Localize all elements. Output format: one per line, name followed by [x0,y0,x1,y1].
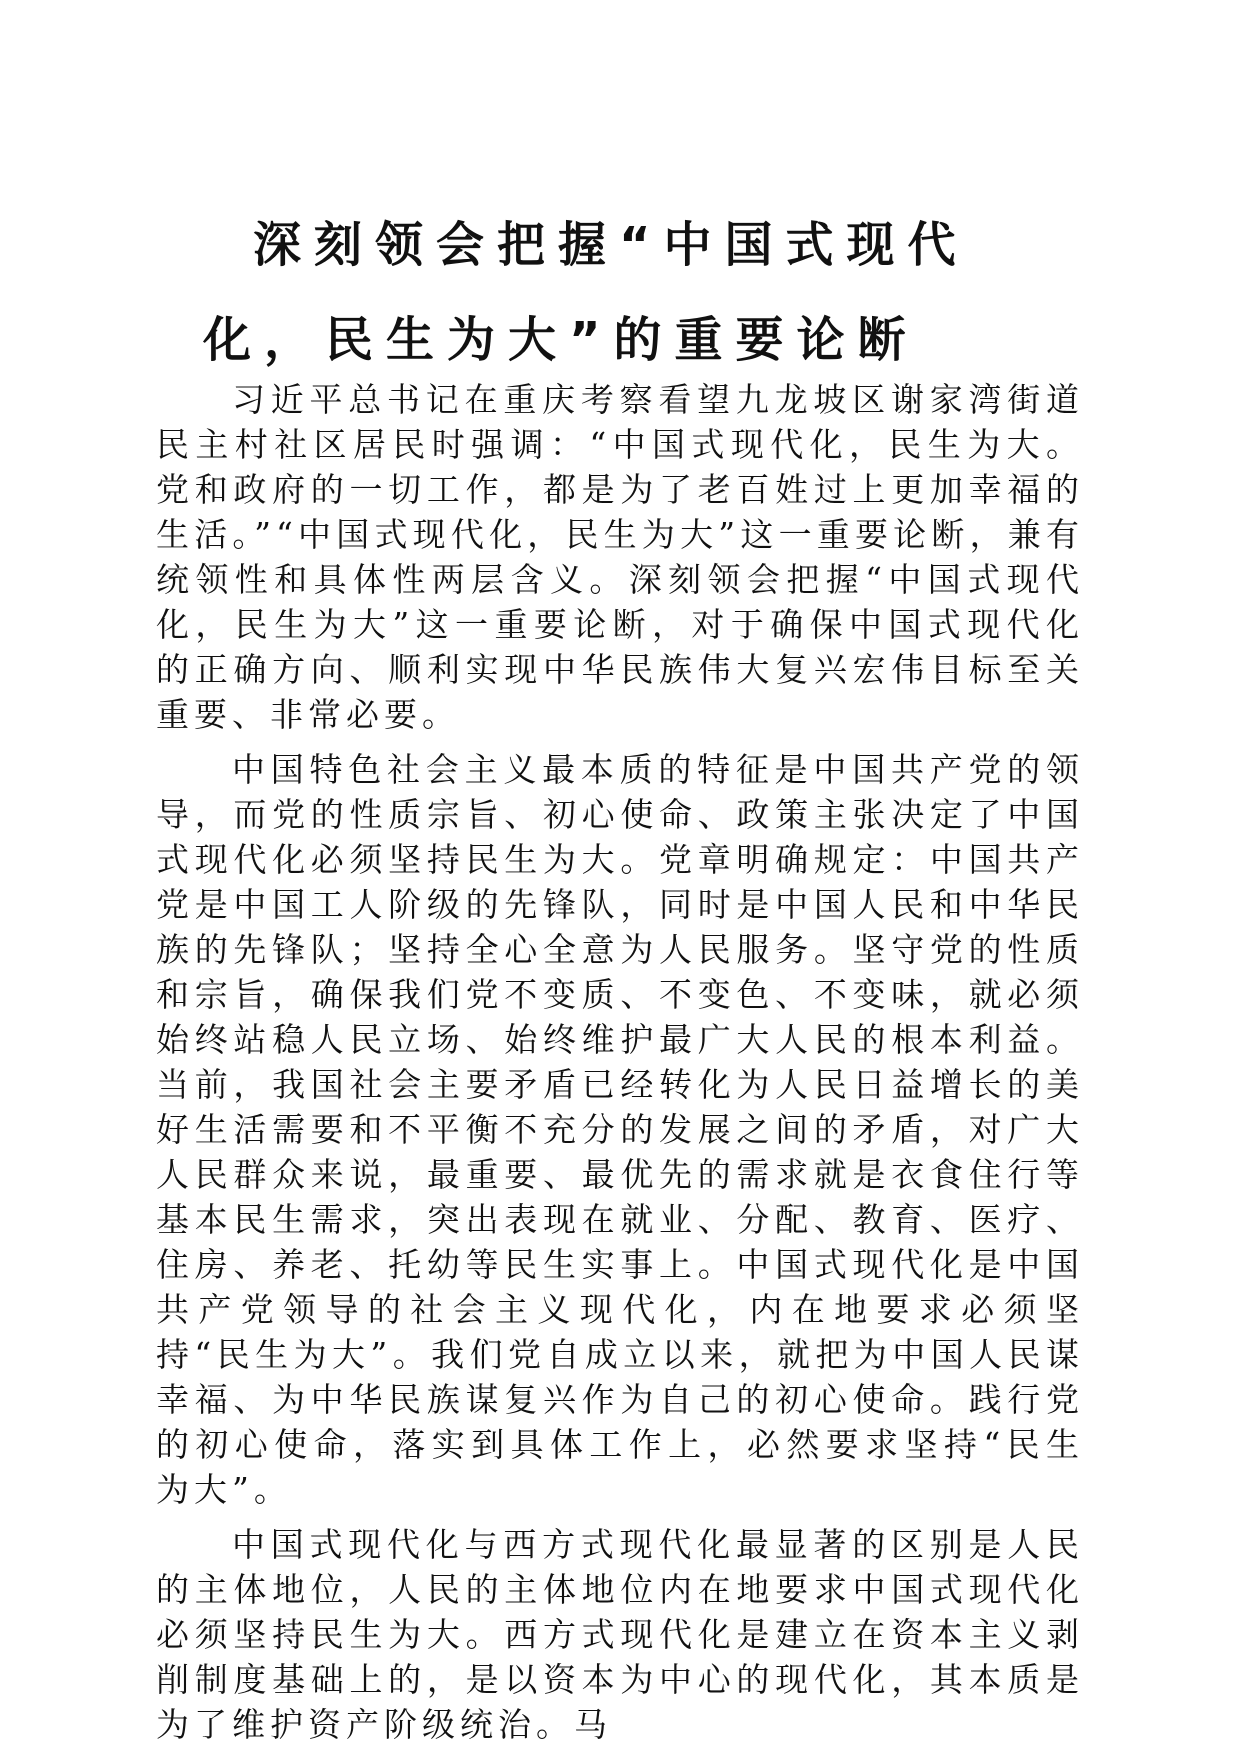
document-body [156,377,1084,1757]
paragraph: 中国式现代化与西方式现代化最显著的区别是人民的主体地位，人民的主体地位内在地要求中国式现代化必须坚持民生为大。西方式现代化是建立在资本主义剥削制度基础上的，是以资本为中心的现代化，其本质是为了维护资产阶级统治。马 [156,1525,1084,1744]
document-title [150,198,1080,388]
paragraph: 中国特色社会主义最本质的特征是中国共产党的领导，而党的性质宗旨、初心使命、政策主张决定了中国式现代化必须坚持民生为大。党章明确规定：中国共产党是中国工人阶级的先锋队，同时是中国人民和中华民族的先锋队；坚持全心全意为人民服务。坚守党的性质和宗旨，确保我们党不变质、不变色、不变味，就必须始终站稳人民立场、始终维护最广大人民的根本利益。当前，我国社会主要矛盾已经转化为人民日益增长的美好生活需要和不平衡不充分的发展之间的矛盾，对广大人民群众来说，最重要、最优先的需求就是衣食住行等基本民生需求，突出表现在就业、分配、教育、医疗、住房、养老、托幼等民生实事上。中国式现代化是中国共产党领导的社会主义现代化，内在地要求必须坚持“民生为大”。我们党自成立以来，就把为中国人民谋幸福、为中华民族谋复兴作为自己的初心使命。践行党的初心使命，落实到具体工作上，必然要求坚持“民生为大”。 [156,750,1084,1509]
title-line-1: 深刻领会把握“中国式现代 [253,217,969,273]
title-line-2: 化，民生为大”的重要论断 [203,312,919,368]
paragraph: 习近平总书记在重庆考察看望九龙坡区谢家湾街道民主村社区居民时强调：“中国式现代化，民生为大。党和政府的一切工作，都是为了老百姓过上更加幸福的生活。”“中国式现代化，民生为大”这一重要论断，兼有统领性和具体性两层含义。深刻领会把握“中国式现代化，民生为大”这一重要论断，对于确保中国式现代化的正确方向、顺利实现中华民族伟大复兴宏伟目标至关重要、非常必要。 [156,380,1084,734]
